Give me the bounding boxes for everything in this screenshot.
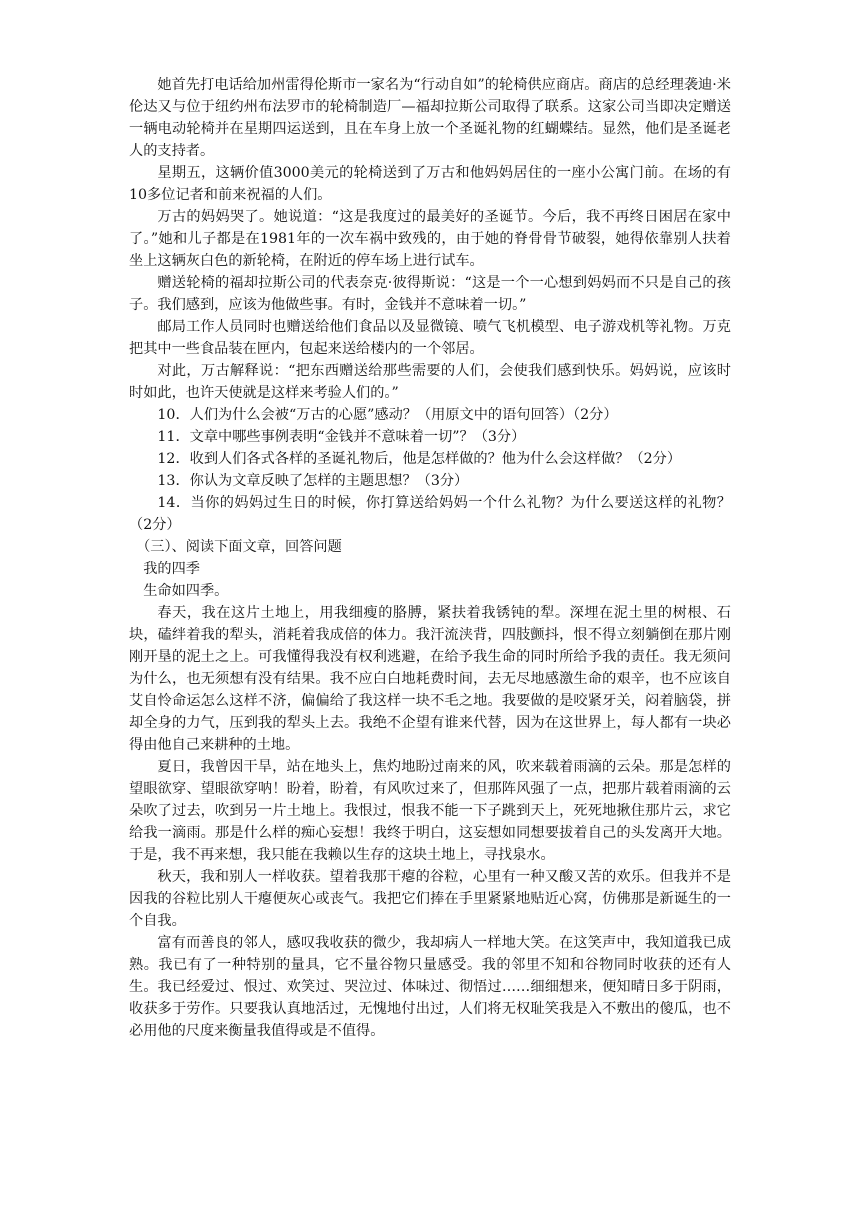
question-10: 10．人们为什么会被“万古的心愿”感动？（用原文中的语句回答）（2分） (157, 407, 618, 423)
paragraph: 对此，万古解释说：“把东西赠送给那些需要的人们，会使我们感到快乐。妈妈说，应该时时如此，也许天使就是这样来考验人们的。” (129, 363, 731, 401)
question-11: 11．文章中哪些事例表明“金钱并不意味着一切”？（3分） (157, 429, 526, 445)
essay-intro: 生命如四季。 (143, 583, 229, 599)
paragraph: 春天，我在这片土地上，用我细瘦的胳膊，紧扶着我锈钝的犁。深埋在泥土里的树根、石块，磕绊着我的犁头，消耗着我成倍的体力。我汗流浃背，四肢颤抖，恨不得立刻躺倒在那片刚刚开垦的泥土之上。可我懂得我没有权利逃避，在给予我生命的同时所给予我的责任。我无须问为什么，也无须想有没有结果。我不应白白地耗费时间，去无尽地感激生命的艰辛，也不应该自艾自怜命运怎么这样不济，偏偏给了我这样一块不毛之地。我要做的是咬紧牙关，闷着脑袋，拼却全身的力气，压到我的犁头上去。我绝不企望有谁来代替，因为在这世界上，每人都有一块必得由他自己来耕种的土地。 (129, 605, 731, 753)
paragraph: 夏日，我曾因干旱，站在地头上，焦灼地盼过南来的风，吹来载着雨滴的云朵。那是怎样的望眼欲穿、望眼欲穿呐！盼着，盼着，有风吹过来了，但那阵风强了一点，把那片载着雨滴的云朵吹了过去，吹到另一片土地上。我恨过，恨我不能一下子跳到天上，死死地揪住那片云，求它给我一滴雨。那是什么样的痴心妄想！我终于明白，这妄想如同想要拔着自己的头发离开大地。于是，我不再来想，我只能在我赖以生存的这块土地上，寻找泉水。 (129, 759, 731, 863)
paragraph: 富有而善良的邻人，感叹我收获的微少，我却病人一样地大笑。在这笑声中，我知道我已成熟。我已有了一种特别的量具，它不量谷物只量感受。我的邻里不知和谷物同时收获的还有人生。我已经爱过、恨过、欢笑过、哭泣过、体味过、彻悟过……细细想来，便知晴日多于阴雨，收获多于劳作。只要我认真地活过，无愧地付出过，人们将无权耻笑我是入不敷出的傻瓜，也不必用他的尺度来衡量我值得或是不值得。 (129, 935, 731, 1039)
question-12: 12．收到人们各式各样的圣诞礼物后，他是怎样做的？他为什么会这样做？（2分） (157, 451, 682, 467)
question-13: 13．你认为文章反映了怎样的主题思想？（3分） (157, 473, 469, 489)
section-heading: （三）、阅读下面文章，回答问题 (136, 539, 342, 555)
paragraph: 秋天，我和别人一样收获。望着我那干瘪的谷粒，心里有一种又酸又苦的欢乐。但我并不是因我的谷粒比别人干瘪便灰心或丧气。我把它们捧在手里紧紧地贴近心窝，仿佛那是新诞生的一个自我。 (129, 869, 731, 929)
question-14: 14．当你的妈妈过生日的时候，你打算送给妈妈一个什么礼物？为什么要送这样的礼物？（2分） (129, 495, 731, 533)
paragraph: 邮局工作人员同时也赠送给他们食品以及显微镜、喷气飞机模型、电子游戏机等礼物。万克把其中一些食品装在匣内，包起来送给楼内的一个邻居。 (129, 319, 731, 357)
paragraph: 赠送轮椅的福却拉斯公司的代表奈克·彼得斯说：“这是一个一心想到妈妈而不只是自己的孩子。我们感到，应该为他做些事。有时，金钱并不意味着一切。” (129, 275, 731, 313)
paragraph: 万古的妈妈哭了。她说道：“这是我度过的最美好的圣诞节。今后，我不再终日困居在家中了。”她和儿子都是在1981年的一次车祸中致残的，由于她的脊骨骨节破裂，她得依靠别人扶着坐上这辆灰白色的新轮椅，在附近的停车场上进行试车。 (129, 209, 731, 269)
document-body (129, 74, 731, 1042)
essay-title: 我的四季 (143, 561, 200, 577)
paragraph: 她首先打电话给加州雷得伦斯市一家名为“行动自如”的轮椅供应商店。商店的总经理袭迪·米伦达又与位于纽约州布法罗市的轮椅制造厂—福却拉斯公司取得了联系。这家公司当即决定赠送一辆电动轮椅并在星期四运送到，且在车身上放一个圣诞礼物的红蝴蝶结。显然，他们是圣诞老人的支持者。 (129, 77, 731, 159)
paragraph: 星期五，这辆价值3000美元的轮椅送到了万古和他妈妈居住的一座小公寓门前。在场的有10多位记者和前来祝福的人们。 (129, 165, 731, 203)
